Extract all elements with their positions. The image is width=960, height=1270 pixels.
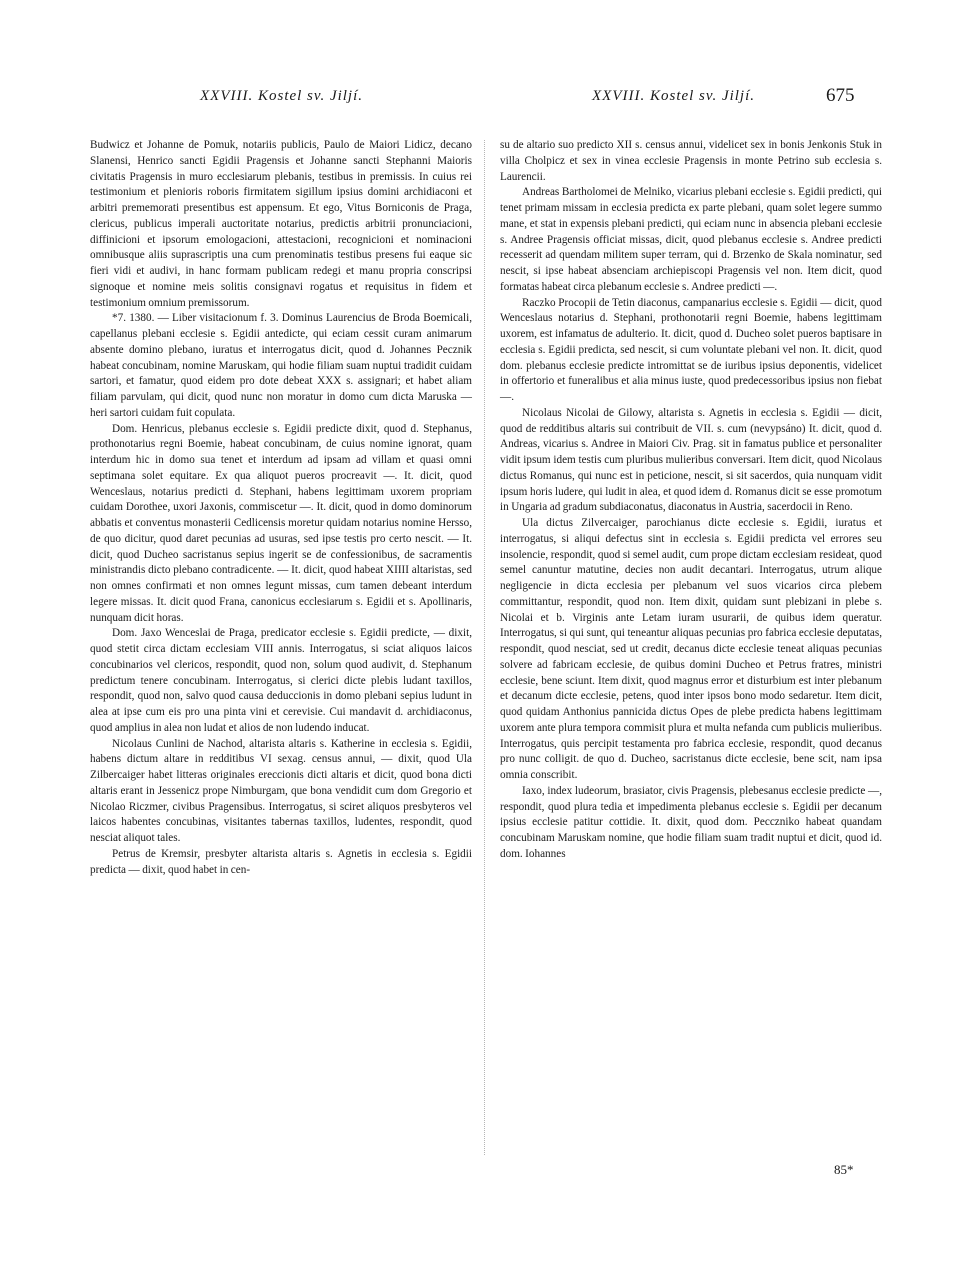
paragraph: Iaxo, index ludeorum, brasiator, civis Pragensis, plebesanus ecclesie predicte —, respondit, quod plura tedia et impedimenta plebanus ecclesie s. Egidii per decanum ipsius ecclesie patitur cottidie. It. dixit, quod dom. Pecczniko habeat quandam concubinam Maruskam nomine, que hodie filiam suam tradit nuptui et dicit, quod id. dom. Iohannes	[500, 784, 882, 860]
paragraph: Nicolaus Cunlini de Nachod, altarista altaris s. Katherine in ecclesia s. Egidii, habens dictum altare in redditibus VI sexag. census annui, — dixit, quod Ula Zilbercaiger habet litteras originales ereccionis dicti altaris et dicit, quod bona dicti altaris erant in Jessenicz prope Nimburgam, que bona vendidit cum dom Gregorio et Nicolao Riczmer, civibus Pragensibus. Interrogatus, si sciret aliquos presbyteros vel laicos habentes concubinas, visitantes tabernas taxillos, ludentes, respondit, quod nesciat aliquot tales.	[90, 737, 472, 844]
text-column-left	[90, 138, 472, 878]
paragraph: Petrus de Kremsir, presbyter altarista altaris s. Agnetis in ecclesia s. Egidii predicta — dixit, quod habet in cen-	[90, 847, 472, 876]
running-header	[0, 85, 960, 114]
column-divider	[484, 140, 485, 1155]
paragraph: *7. 1380. — Liber visitacionum f. 3. Dominus Laurencius de Broda Boemicali, capellanus plebani ecclesie s. Egidii antedicte, qui eciam cessit curam animarum absente domino plebano, iuratus et interrogatus dicit, quod d. Johannes Pecznik habeat concubinam, nomine Maruskam, qui hodie filiam suam nuptui tradidit cuidam sartori, et famatur, quod eidem pro dote debeat XXX s. assignari; et habet aliam filiam parvulam, qui dicit, quod nunc non moratur in domo cum dicta Maruska — heri sartori cuidam fuit copulata.	[90, 312, 472, 419]
paragraph: Budwicz et Johanne de Pomuk, notariis publicis, Paulo de Maiori Lidicz, decano Slanensi, Henrico sancti Egidii Pragensis et Johanne sancti Stephanni Maioris civitatis Pragensis in muro ecclesiarum plebanis, testibus in premissis. In cuius rei testimonium et plenioris roboris firmitatem sigillum ipsius domini archidiaconi et arbitri prememorati presentibus est appensum. Et ego, Vitus Borniconis de Praga, clericus, publicus imperali auctoritate notarius, predictis arbitrii pronunciacioni, diffinicioni et ipsorum emologacioni, attestacioni, recognicioni et nominacioni omnibusque aliis suprascriptis una cum prenominatis testibus presens fui eaque sic fieri vidi et audivi, in hanc formam publicam redegi et manu propria conscripsi signoque et nomine meis solitis consignavi rogatus et requisitus in fidem et testimonium omnium premissorum.	[90, 139, 472, 309]
paragraph: Raczko Procopii de Tetin diaconus, campanarius ecclesie s. Egidii — dicit, quod Wenceslaus notarius d. Stephani, prothonotarii regni Boemie, habens legittimam uxorem, est infamatus de adulterio. It. dicit, quod d. Ducheo solet pueros baptisare in ecclesia s. Egidii predicta, sed nescit, si cum voluntate plebani vel non. It. dicit, quod dom. plebanus ecclesie predicte intromittat se de iuribus ipsius deponentis, videlicet in offertorio et funeralibus et alia minus iuste, quod predecessoribus ipsius non fiebat —.	[500, 296, 882, 403]
paragraph: Dom. Jaxo Wenceslai de Praga, predicator ecclesie s. Egidii predicte, — dixit, quod stetit circa dictam ecclesiam VIII annis. Interrogatus, si sciat aliquos laicos concubinarios vel clericos, respondit, quod non, solum quod audivit, d. Stephanum predictum tenere concubinam. Interrogatus, si clerici dicte plebis ludant taxillos, respondit, quod non, salvo quod causa deduccionis in domo plebani sepius ludunt in alea at ipse cum eis pro una pinta vini et cerevisie. Cui mandavit d. archidiaconus, quod amplius in alea non ludat et alios de non ludendo inducat.	[90, 627, 472, 734]
paragraph: su de altario suo predicto XII s. census annui, videlicet sex in bonis Jenkonis Stuk in villa Cholpicz et sex in vinea ecclesie Pragensis in monte Petrino sub ecclesia s. Laurencii.	[500, 139, 882, 183]
header-title-left: XXVIII. Kostel sv. Jiljí.	[200, 88, 364, 104]
paragraph: Andreas Bartholomei de Melniko, vicarius plebani ecclesie s. Egidii predicti, qui tenet primam missam in ecclesia predicta ex parte plebani, quam solet legere summo mane, et stat in expensis plebani predicti, qui eciam nunc in absencia plebani ecclesie s. Andree Pragensis officiat missas, dicit, quod plebanus ecclesie s. Andree predicti recesserit ad quendam militem super terram, qui d. Brzenko de Skala nominatur, sed nescit, si ipse habeat absenciam archiepiscopi Pragensis vel non. Item dicit, quod formatas habeat circa plebanum ecclesie s. Andree predicti —.	[500, 186, 882, 293]
page-number: 675	[826, 85, 855, 106]
paragraph: Nicolaus Nicolai de Gilowy, altarista s. Agnetis in ecclesia s. Egidii — dicit, quod de redditibus altaris sui contribuit de VII. s. cum (nevypsáno) It. dicit, quod d. Andreas, vicarius s. Andree in Maiori Civ. Prag. sit in famatus publice et personaliter vidit ipsum idem testis cum pluribus mulieribus conversari. Item dicit, quod Nicolaus dictus Romanus, qui nunc est in peticione, nescit, si sit sacerdos, quia nunquam vidit ipsum horis ludere, qui ludit in alea, et quod idem d. Romanus dicit se esse promotum in Ungaria ad gradum subdiaconatus, diaconatus in Austria, sacerdocii in Reno.	[500, 406, 882, 514]
header-title-right: XXVIII. Kostel sv. Jiljí.	[592, 88, 756, 104]
paragraph: Dom. Henricus, plebanus ecclesie s. Egidii predicte dixit, quod d. Stephanus, prothonotarius regni Boemie, habeat concubinam, de cuius nomine ignorat, quam interdum hic in domo sua tenet et interdum ad ipsam ad villam et quasi omni septimana solet equitare. Ex qua aliquot pueros procreavit —. It. dicit, quod Wenceslaus, notarius predicti d. Stephani, habens legittimam uxorem propriam cuidam Dorothee, uxori Jaxonis, commiscetur —. It. dicit, quod in domo dominorum abbatis et conventus monasterii Cedlicensis moretur quidam notarius nomine Hersso, de quo dicitur, quod daret pecunias ad usuras, sed ipse testis pro certo nescit. — It. dicit, quod Ducheo sacristanus sepius ingerit se de confessionibus, de sacramentis ministrandis dicto plebano contradicente. — It. dicit, quod habeat XIIII altaristas, sed non omnes confirmati et non omnes legunt missas, cum tamen debeant interdum legere missas. It. dicit quod Frana, canonicus ecclesiarum s. Egidii et s. Apollinaris, nunquam dicit horas.	[90, 422, 472, 624]
paragraph: Ula dictus Zilvercaiger, parochianus dicte ecclesie s. Egidii, iuratus et interrogatus, si aliqui defectus sint in ecclesia s. Egidii predicta vel errores seu insolencie, respondit, quod si semel audit, cum prope dictam ecclesiam resideat, quod semel canuntur matutine, decies non audit decantari. Interrogatus, utrum alique negligencie in dicta ecclesia per plebanum vel suos vicarios circa plebem committantur, respondit, quod non. Item dixit, quidam sunt plebizani in plebe s. Nicolai et b. Virginis ante Letam iuram usurarii, de quibus idem queratur. Interrogatus, si qui sunt, qui teneantur aliquas pecunias pro fabrica ecclesie deputatas, respondit, quod nesciat, sed ut credit, decanus dicte ecclesie teneat aliquas pecunias solvere ad fabricam ecclesie, de quibus domini Ducheo et Petrus fratres, ministri ecclesie, bene sciunt. Item dixit, quod magnus error et disturbium est inter plebanum et decanum dicte ecclesie, petens, quod inter ipsos bono modo sedaretur. Item dicit, quod quidam Anthonius pannicida dictus Opes de plebe predicta habens legittimam uxorem ante plura tempora commisit plura et multa nefanda cum publicis mulieribus. Interrogatus, quis percipit testamenta pro fabrica ecclesie, respondit, quod decanus pro nunc colligit. de quo d. Ducheo, sacristanus dicte ecclesie, bene scit, nam ipsa omnia conscribit.	[500, 517, 882, 781]
text-column-right	[500, 138, 882, 863]
signature-mark: 85*	[834, 1162, 854, 1177]
